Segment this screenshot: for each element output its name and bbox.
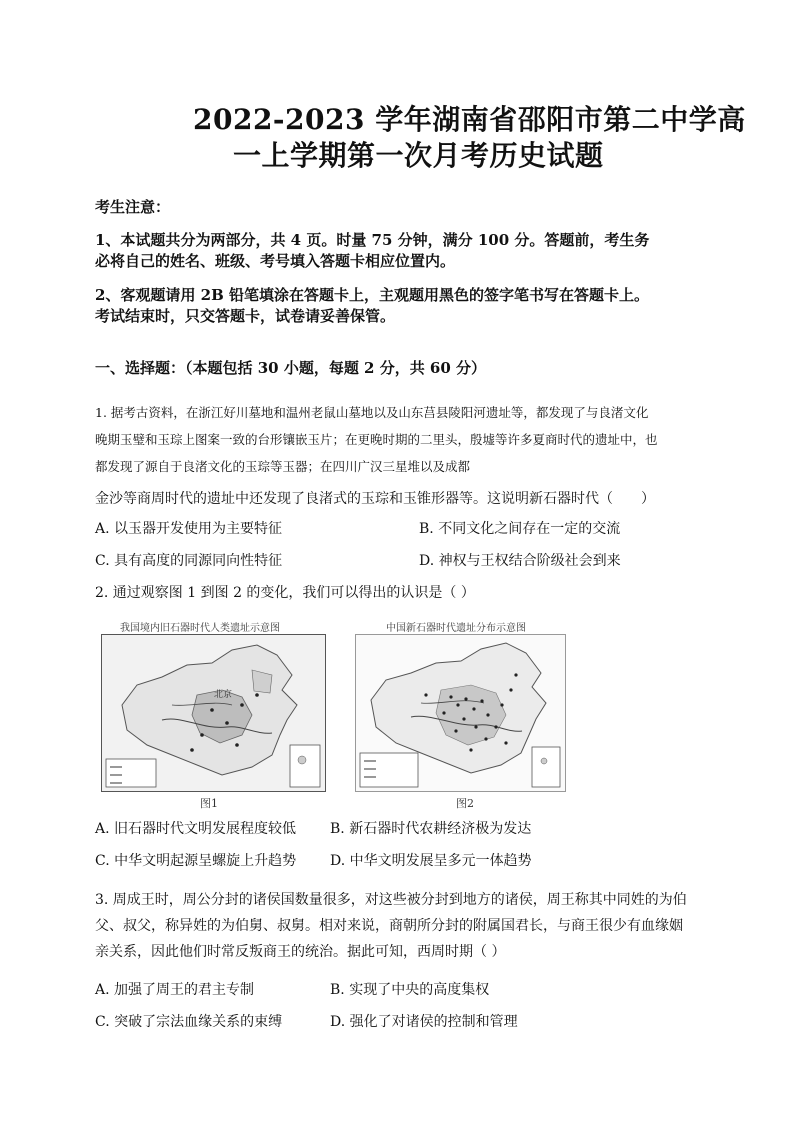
q3-option-d: D. 强化了对诸侯的控制和管理 (330, 1014, 518, 1030)
q3-line1: 3. 周成王时，周公分封的诸侯国数量很多，对这些被分封到地方的诸侯，周王称其中同姓的为伯 (95, 892, 687, 908)
q3-line3: 亲关系，因此他们时常反叛商王的统治。据此可知，西周时期（ ） (95, 944, 506, 960)
q1-line1: 1. 据考古资料，在浙江好川墓地和温州老鼠山墓地以及山东莒县陵阳河遗址等，都发现了与良渚文化 (95, 405, 649, 420)
section1-heading: 一、选择题：（本题包括 30 小题，每题 2 分，共 60 分） (95, 359, 487, 377)
q2-option-a: A. 旧石器时代文明发展程度较低 (95, 821, 297, 837)
q2-option-c: C. 中华文明起源呈螺旋上升趋势 (95, 853, 297, 869)
q1-option-d: D. 神权与王权结合阶级社会到来 (419, 553, 621, 569)
notice-item1-line2: 必将自己的姓名、班级、考号填入答题卡相应位置内。 (95, 252, 456, 270)
fig1-place-beijing: 北京 (214, 690, 233, 700)
notice-item2-line1: 2、客观题请用 2B 铅笔填涂在答题卡上，主观题用黑色的签字笔书写在答题卡上。 (95, 286, 650, 304)
page-title-line1: 2022-2023 学年湖南省邵阳市第二中学高 (193, 103, 746, 136)
fig2-title: 中国新石器时代遗址分布示意图 (386, 623, 526, 634)
q3-line2: 父、叔父，称异姓的为伯舅、叔舅。相对来说，商朝所分封的附属国君长，与商王很少有血缘姻 (95, 918, 683, 934)
q2-option-d: D. 中华文明发展呈多元一体趋势 (330, 853, 532, 869)
fig1-title: 我国境内旧石器时代人类遗址示意图 (120, 623, 280, 634)
q3-option-c: C. 突破了宗法血缘关系的束缚 (95, 1014, 283, 1030)
fig1-map (101, 634, 326, 792)
q3-option-a: A. 加强了周王的君主专制 (95, 982, 255, 998)
notice-heading: 考生注意： (95, 198, 171, 216)
q1-line4: 金沙等商周时代的遗址中还发现了良渚式的玉琮和玉锥形器等。这说明新石器时代（ ） (95, 491, 655, 507)
fig2-map (355, 634, 566, 792)
fig1-map-drawing (102, 635, 325, 791)
notice-item1-line1: 1、本试题共分为两部分，共 4 页。时量 75 分钟，满分 100 分。答题前，考生务 (95, 231, 650, 249)
q1-option-c: C. 具有高度的同源同向性特征 (95, 553, 283, 569)
notice-item2-line2: 考试结束时，只交答题卡，试卷请妥善保管。 (95, 307, 396, 325)
q2-option-b: B. 新石器时代农耕经济极为发达 (330, 821, 532, 837)
fig2-map-drawing (356, 635, 565, 791)
q1-line3: 都发现了源自于良渚文化的玉琮等玉器；在四川广汉三星堆以及成都 (95, 459, 471, 474)
q1-line2: 晚期玉璧和玉琮上图案一致的台形镶嵌玉片；在更晚时期的二里头，殷墟等许多夏商时代的遗址中，也 (95, 432, 658, 447)
q1-option-a: A. 以玉器开发使用为主要特征 (95, 521, 283, 537)
page-title-line2: 一上学期第一次月考历史试题 (233, 139, 604, 172)
fig1-label: 图1 (200, 797, 218, 810)
q3-option-b: B. 实现了中央的高度集权 (330, 982, 490, 998)
q2-stem: 2. 通过观察图 1 到图 2 的变化，我们可以得出的认识是（ ） (95, 585, 475, 601)
q1-option-b: B. 不同文化之间存在一定的交流 (419, 521, 621, 537)
fig2-label: 图2 (456, 797, 474, 810)
